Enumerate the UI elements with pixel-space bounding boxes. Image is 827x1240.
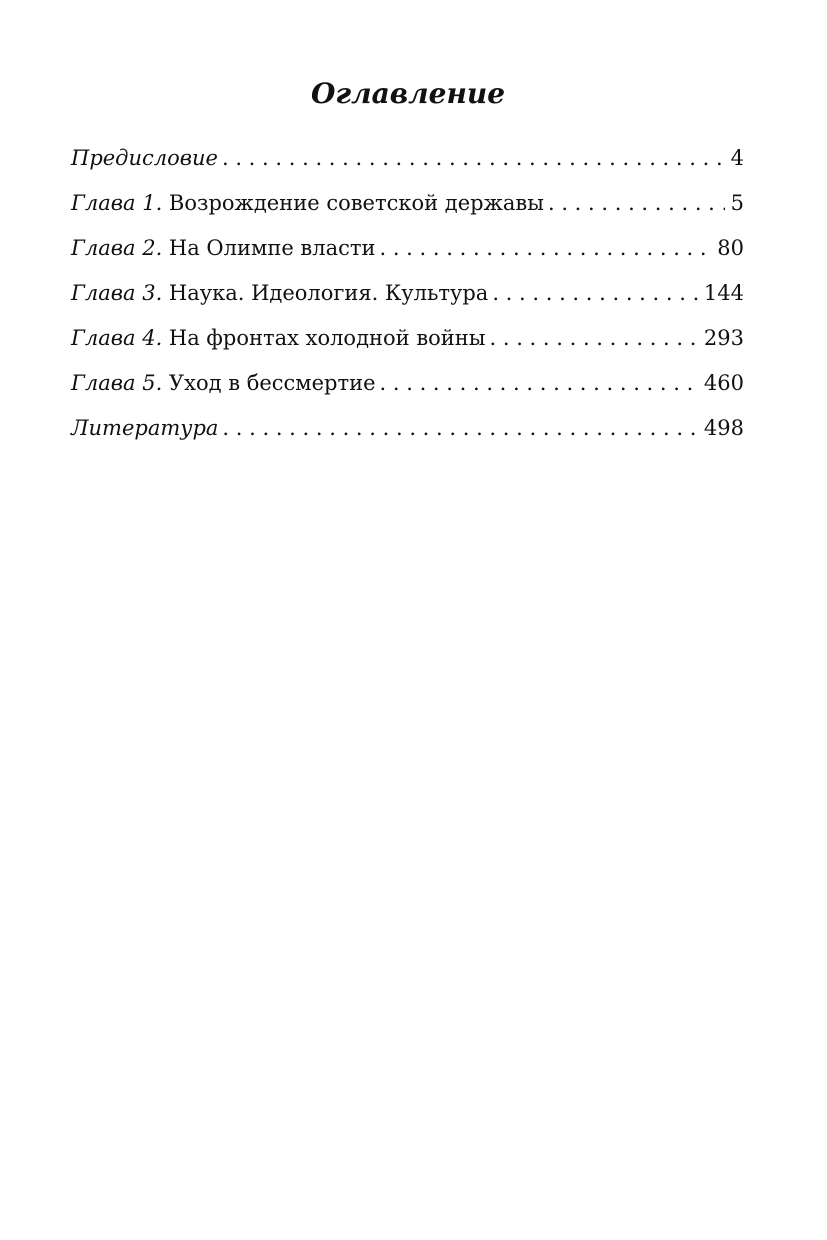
toc-entry-page: 293 [703, 326, 744, 350]
toc-entry-prefix: Глава 5. [71, 371, 163, 395]
toc-entry-label [71, 408, 218, 448]
toc-entry-label [71, 273, 488, 313]
toc-entry-chapter-3 [71, 273, 744, 318]
toc-entry-title: Возрождение советской державы [162, 191, 544, 215]
toc-entry-title: Уход в бессмертие [162, 371, 376, 395]
dot-leader [380, 363, 698, 403]
toc-entry-page: 144 [703, 281, 744, 305]
dot-leader [492, 273, 698, 313]
toc-entry-page: 4 [730, 146, 744, 170]
dot-leader [490, 318, 698, 358]
toc-entry-preface [71, 138, 744, 183]
toc-entry-page: 5 [730, 191, 744, 215]
dot-leader [548, 183, 725, 223]
toc-entry-prefix: Литература [71, 416, 219, 440]
toc-entry-chapter-2 [71, 228, 744, 273]
toc-entry-page: 498 [703, 416, 744, 440]
toc-entry-chapter-5 [71, 363, 744, 408]
toc-title: Оглавление [310, 77, 506, 110]
toc-entry-title: Наука. Идеология. Культура [162, 281, 489, 305]
toc-entry-label [71, 363, 376, 403]
toc-entry-title: На Олимпе власти [162, 236, 376, 260]
toc-entry-page: 460 [703, 371, 744, 395]
toc-entry-prefix: Глава 3. [71, 281, 163, 305]
toc-entry-prefix: Глава 4. [71, 326, 163, 350]
dot-leader [222, 408, 697, 448]
toc-entry-label [71, 318, 486, 358]
toc-entry-prefix: Глава 2. [71, 236, 163, 260]
toc-entry-chapter-1 [71, 183, 744, 228]
toc-entry-label [71, 183, 544, 223]
toc-entry-prefix: Предисловие [71, 146, 218, 170]
dot-leader [379, 228, 711, 268]
toc-entry-label [71, 138, 218, 178]
toc-list [71, 138, 744, 453]
toc-entry-chapter-4 [71, 318, 744, 363]
toc-entry-title: На фронтах холодной войны [162, 326, 486, 350]
toc-entry-prefix: Глава 1. [71, 191, 163, 215]
dot-leader [222, 138, 725, 178]
toc-entry-literature [71, 408, 744, 453]
toc-entry-label [71, 228, 375, 268]
toc-entry-page: 80 [717, 236, 744, 260]
